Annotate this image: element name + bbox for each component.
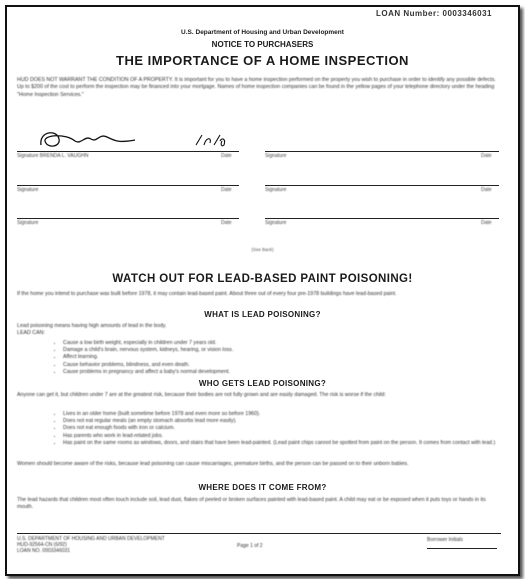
document-frame xyxy=(5,5,520,576)
what-is-lead-text: Lead poisoning means having high amounts of lead in the body. xyxy=(17,323,167,329)
intro-paragraph: HUD DOES NOT WARRANT THE CONDITION OF A PROPERTY. It is important for you to have a home inspection performed on the property you wish to purchase in order to identify any possible defects. Up to $200 of the cost to perform the inspection may be financed into your mortgage. Names of home inspection companies can be found in the yellow pages of your telephone directory under the heading "Home Inspection Services." xyxy=(17,77,496,98)
page-title: THE IMPORTANCE OF A HOME INSPECTION xyxy=(116,53,409,68)
initials-line xyxy=(427,548,497,549)
footer-divider xyxy=(17,533,501,534)
list-item: • Cause a low birth weight, especially in children under 7 years old. xyxy=(63,340,503,347)
date-label-3: Date xyxy=(221,187,232,193)
signature-label-3: Signature xyxy=(17,187,39,193)
signature-line-5 xyxy=(17,218,239,219)
who-gets-heading: WHO GETS LEAD POISONING? xyxy=(198,379,327,388)
handwritten-date xyxy=(192,131,228,151)
signature-line-2 xyxy=(265,151,499,152)
signature-line-1 xyxy=(17,151,239,152)
page-number: Page 1 of 2 xyxy=(237,543,263,549)
signature-label-2: Signature xyxy=(265,153,287,159)
date-label-4: Date xyxy=(481,187,492,193)
signature-label-5: Signature xyxy=(17,220,39,226)
list-item: • Lives in an older home (built sometime before 1978 and even more so before 1960). xyxy=(63,411,507,418)
women-risk-text: Women should become aware of the risks, because lead poisoning can cause miscarriages, premature births, and the person can be passed on to their unborn babies. xyxy=(17,461,409,467)
signature-line-6 xyxy=(265,218,499,219)
signature-label-4: Signature xyxy=(265,187,287,193)
signer-caption: Signature BRENDA L. VAUGHN xyxy=(17,153,89,159)
what-is-lead-heading: WHAT IS LEAD POISONING? xyxy=(204,310,321,319)
agency-name: U.S. Department of Housing and Urban Development xyxy=(181,29,344,36)
who-gets-text: Anyone can get it, but children under 7 are at the greatest risk, because their bodies are not fully grown and are easily damaged. The risk is worse if the child: xyxy=(17,392,386,398)
hud-notice-page xyxy=(7,7,518,574)
handwritten-signature xyxy=(35,125,155,153)
date-label-6: Date xyxy=(481,220,492,226)
list-item: • Affect learning. xyxy=(63,354,503,361)
signature-label-6: Signature xyxy=(265,220,287,226)
list-item: • Has paint on the same rooms as windows, doors, and stairs that have been lead-painted. (Lead paint chips cannot be spotted from paint on the person. It comes from contact with lead.) xyxy=(63,440,507,447)
lead-can-label: LEAD CAN: xyxy=(17,330,45,336)
list-item: • Does not eat enough foods with iron or calcium. xyxy=(63,425,507,432)
where-from-heading: WHERE DOES IT COME FROM? xyxy=(198,483,327,492)
list-item: • Damage a child's brain, nervous system, kidneys, hearing, or vision loss. xyxy=(63,347,503,354)
footer-line: U.S. DEPARTMENT OF HOUSING AND URBAN DEVELOPMENT xyxy=(17,536,165,542)
footer-line: LOAN NO. 0003346031 xyxy=(17,548,71,554)
signature-line-3 xyxy=(17,185,239,186)
loan-number: LOAN Number: 0003346031 xyxy=(376,9,492,18)
list-item: • Cause behavior problems, blindness, and even death. xyxy=(63,362,503,369)
where-from-text: The lead hazards that children most often touch include soil, lead dust, flakes of peeled or broken surfaces painted with lead-based paint. A child may eat or be exposed when it puts toys or hands in its mouth. xyxy=(17,497,486,511)
date-label-1: Date xyxy=(221,153,232,159)
date-label-5: Date xyxy=(221,220,232,226)
notice-heading: NOTICE TO PURCHASERS xyxy=(211,40,314,49)
lead-headline: WATCH OUT FOR LEAD-BASED PAINT POISONING! xyxy=(112,273,413,285)
who-risk-list xyxy=(53,411,507,447)
footer-agency xyxy=(17,536,165,554)
borrower-initials-label: Borrower Initials xyxy=(427,537,463,543)
lead-intro: If the home you intend to purchase was built before 1978, it may contain lead-based paint. About three out of every four pre-1978 buildings have lead-based paint. xyxy=(17,291,397,297)
see-back-note: (See Back) xyxy=(251,247,274,252)
list-item: • Has parents who work in lead-related jobs. xyxy=(63,433,507,440)
signature-line-4 xyxy=(265,185,499,186)
list-item: • Does not eat regular meals (an empty stomach absorbs lead more easily). xyxy=(63,418,507,425)
footer-line: HUD-92564-CN (6/92) xyxy=(17,542,67,548)
list-item: • Cause problems in pregnancy and affect a baby's normal development. xyxy=(63,369,503,376)
date-label-2: Date xyxy=(481,153,492,159)
lead-can-list xyxy=(53,340,503,376)
